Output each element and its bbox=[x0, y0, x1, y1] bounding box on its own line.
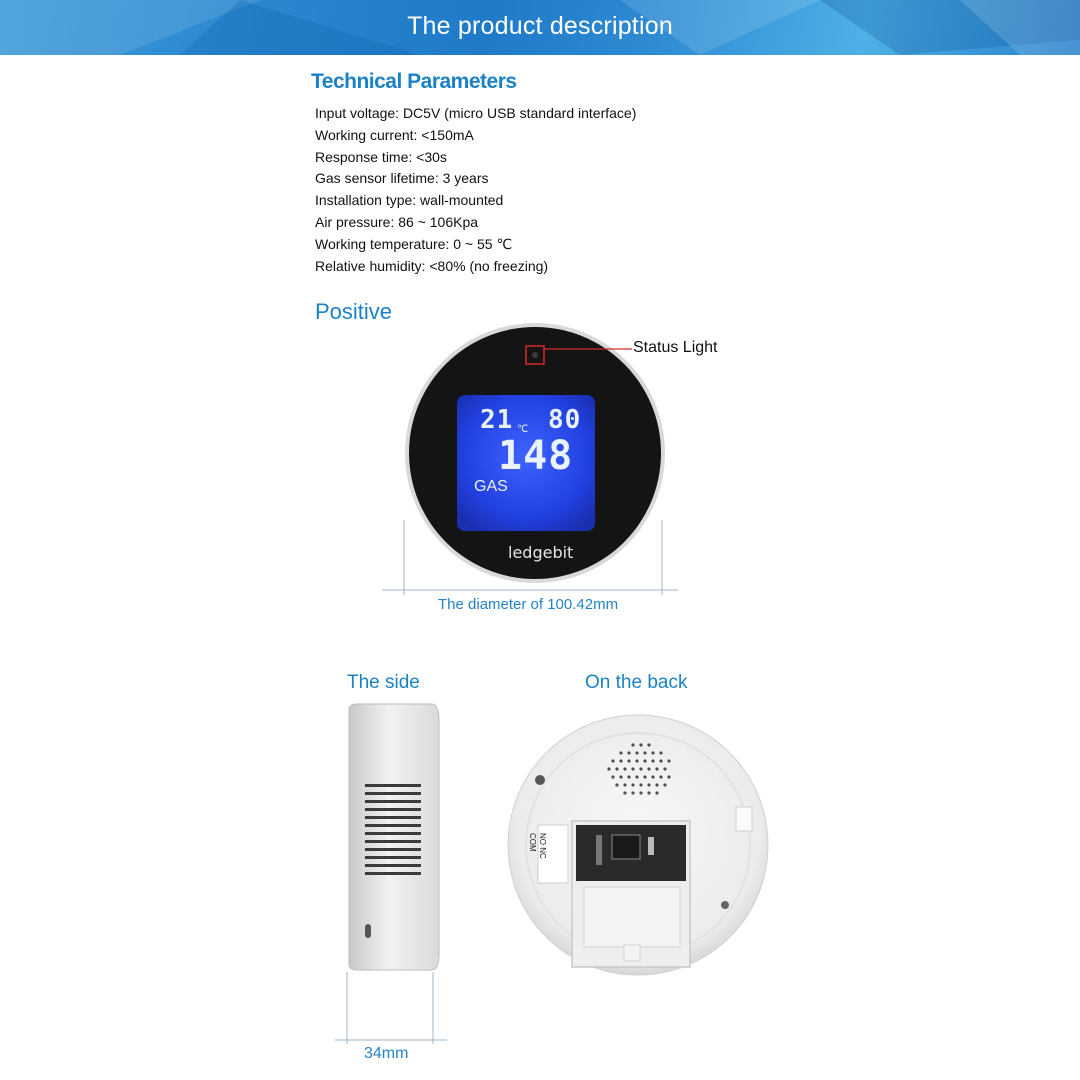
thickness-label: 34mm bbox=[364, 1045, 409, 1062]
lcd-gas-label: GAS bbox=[474, 478, 508, 495]
positive-title: Positive bbox=[315, 299, 393, 324]
technical-parameters-title: Technical Parameters bbox=[311, 70, 517, 93]
lcd-temperature: 21 bbox=[480, 405, 514, 435]
side-title: The side bbox=[347, 672, 420, 693]
diameter-label: The diameter of 100.42mm bbox=[438, 596, 619, 613]
param-relative-humidity: Relative humidity: <80% (no freezing) bbox=[315, 257, 549, 274]
lcd-humidity: 80 bbox=[548, 405, 582, 435]
terminal-label-no: NO bbox=[538, 833, 547, 845]
status-light-label: Status Light bbox=[633, 339, 718, 356]
side-view-device bbox=[335, 700, 455, 990]
param-installation-type: Installation type: wall-mounted bbox=[315, 192, 504, 209]
param-air-pressure: Air pressure: 86 ~ 106Kpa bbox=[315, 213, 479, 230]
param-sensor-lifetime: Gas sensor lifetime: 3 years bbox=[315, 170, 489, 187]
parameter-list bbox=[315, 103, 636, 277]
param-input-voltage: Input voltage: DC5V (micro USB standard interface) bbox=[315, 105, 637, 121]
status-light-callout bbox=[520, 338, 635, 370]
param-working-temperature: Working temperature: 0 ~ 55 ℃ bbox=[315, 235, 513, 252]
param-working-current: Working current: <150mA bbox=[315, 126, 474, 143]
param-response-time: Response time: <30s bbox=[315, 148, 447, 165]
brand-logo: ledgebit bbox=[508, 543, 574, 562]
lcd-temp-unit: ℃ bbox=[517, 424, 529, 435]
terminal-label-com: COM bbox=[528, 833, 537, 852]
thickness-dimension-lines bbox=[335, 972, 455, 1052]
terminal-labels bbox=[527, 833, 547, 873]
banner-title: The product description bbox=[407, 12, 673, 40]
diameter-dimension-lines bbox=[380, 520, 680, 600]
back-title: On the back bbox=[585, 672, 688, 693]
lcd-reading: 148 bbox=[498, 433, 574, 479]
header-banner bbox=[0, 0, 1080, 55]
terminal-label-nc: NC bbox=[538, 847, 547, 859]
